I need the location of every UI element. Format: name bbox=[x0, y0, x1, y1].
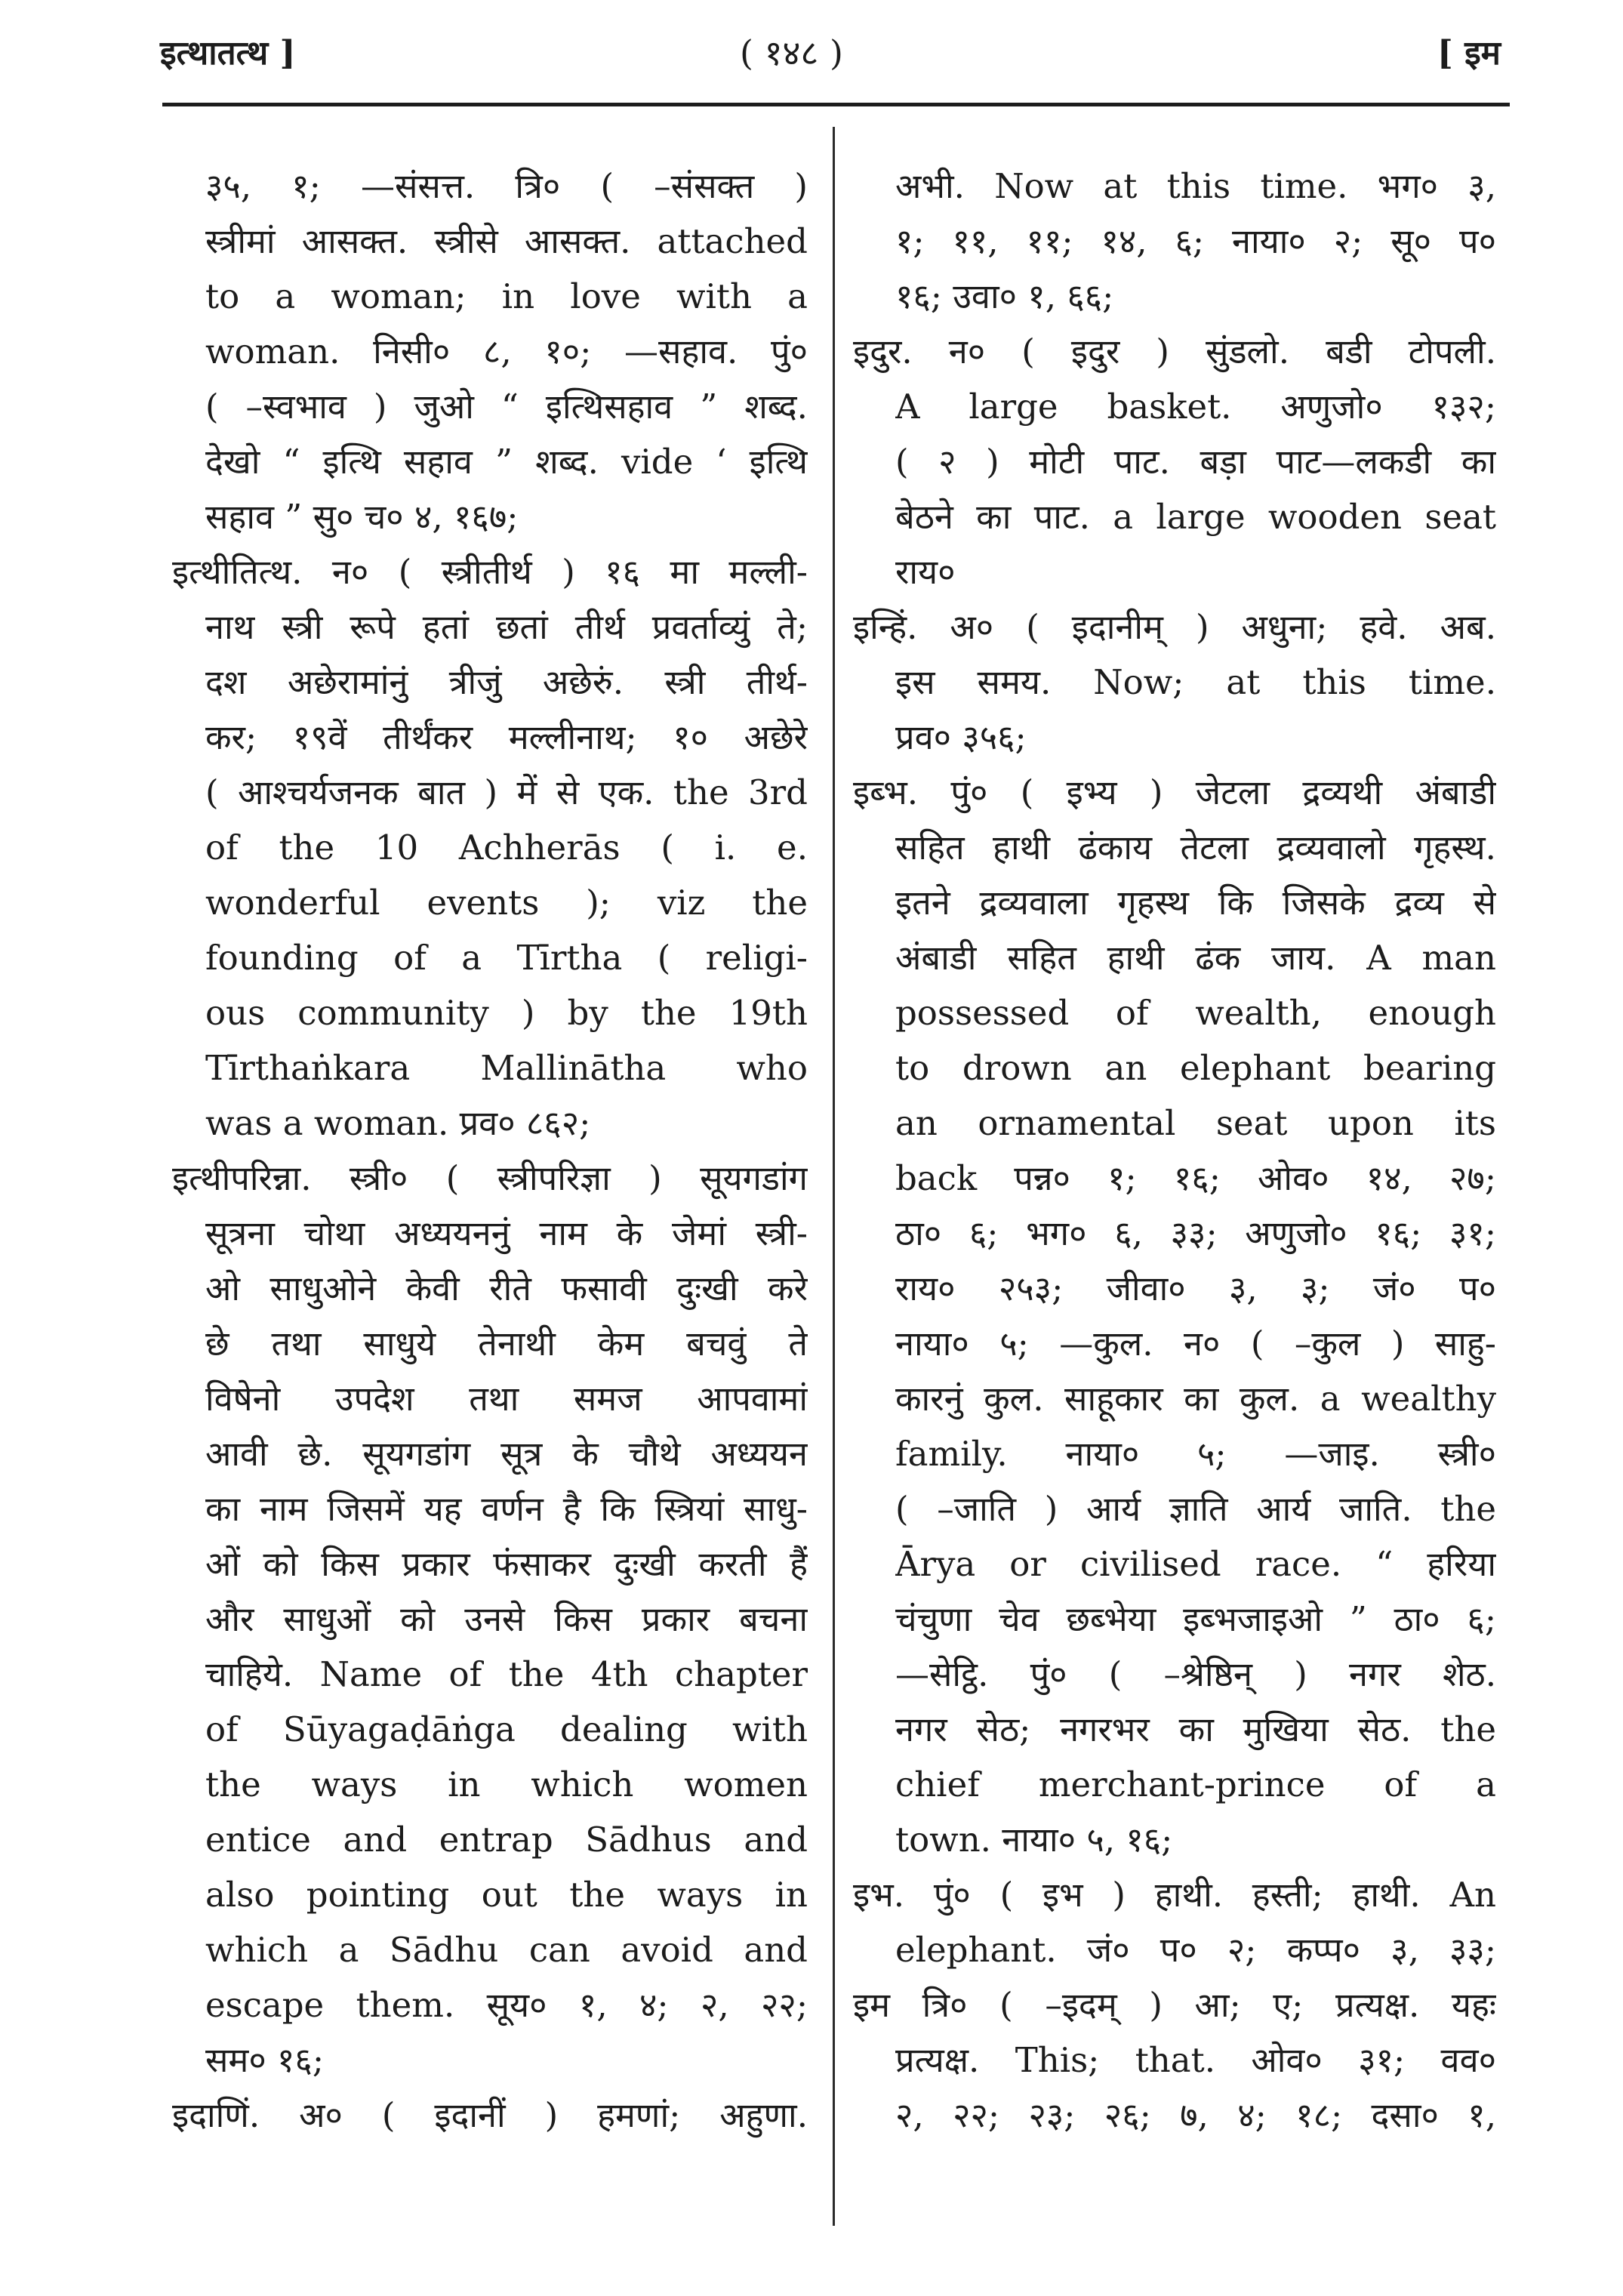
text-line: का नाम जिसमें यह वर्णन है कि स्त्रियां साधु- bbox=[205, 1489, 808, 1529]
left-column bbox=[172, 159, 808, 2143]
running-head-right: [ इम bbox=[1437, 34, 1501, 72]
text-line: २, २२; २३; २६; ७, ४; १८; दसा० १, bbox=[895, 2095, 1496, 2135]
text-line: अंबाडी सहित हाथी ढंक जाय. A man bbox=[895, 938, 1496, 978]
text-line: कर; १९वें तीर्थंकर मल्लीनाथ; १० अछेरे bbox=[205, 717, 808, 757]
column-divider bbox=[833, 127, 835, 2226]
text-line: इदुर. न० ( इदुर ) सुंडलो. बडी टोपली. bbox=[853, 331, 1496, 371]
text-line: to a woman; in love with a bbox=[205, 276, 808, 316]
header-rule bbox=[162, 103, 1510, 106]
text-line: इत्थीपरिन्ना. स्त्री० ( स्त्रीपरिज्ञा ) सूयगडांग bbox=[172, 1158, 808, 1198]
text-line: प्रव० ३५६; bbox=[895, 717, 1027, 757]
text-line: an ornamental seat upon its bbox=[895, 1103, 1496, 1143]
text-line: —सेट्ठि. पुं० ( –श्रेष्ठिन् ) नगर शेठ. bbox=[895, 1654, 1496, 1694]
text-line: सम० १६; bbox=[205, 2040, 324, 2080]
page-number: ( १४८ ) bbox=[740, 32, 843, 73]
text-line: the ways in which women bbox=[205, 1764, 808, 1804]
text-line: Tīrthaṅkara Mallinātha who bbox=[205, 1048, 808, 1088]
text-line: नाया० ५; —कुल. न० ( –कुल ) साहु- bbox=[895, 1324, 1496, 1364]
text-line: इब्भ. पुं० ( इभ्य ) जेटला द्रव्यथी अंबाडी bbox=[853, 772, 1496, 812]
running-head-left: इत्थातत्थ ] bbox=[160, 34, 296, 72]
text-line: ३५, १; —संसत्त. त्रि० ( –संसक्त ) bbox=[205, 166, 808, 206]
text-line: इत्थीतित्थ. न० ( स्त्रीतीर्थ ) १६ मा मल्ली- bbox=[172, 552, 808, 592]
text-line: ओं को किस प्रकार फंसाकर दुःखी करती हैं bbox=[205, 1544, 808, 1584]
text-line: इस समय. Now; at this time. bbox=[895, 662, 1496, 702]
text-line: चंचुणा चेव छब्भेया इब्भजाइओ ” ठा० ६; bbox=[895, 1599, 1496, 1639]
text-line: इन्हिं. अ० ( इदानीम् ) अधुना; हवे. अब. bbox=[853, 607, 1496, 647]
text-line: सूत्रना चोथा अध्ययननुं नाम के जेमां स्त्री- bbox=[205, 1213, 808, 1253]
text-line: ठा० ६; भग० ६, ३३; अणुजो० १६; ३१; bbox=[895, 1213, 1496, 1253]
text-line: आवी छे. सूयगडांग सूत्र के चौथे अध्ययन bbox=[205, 1434, 808, 1474]
text-line: of Sūyagaḍāṅga dealing with bbox=[205, 1709, 808, 1749]
text-line: to drown an elephant bearing bbox=[895, 1048, 1496, 1088]
text-line: wonderful events ); viz the bbox=[205, 883, 808, 923]
text-line: नगर सेठ; नगरभर का मुखिया सेठ. the bbox=[895, 1709, 1496, 1749]
text-line: नाथ स्त्री रूपे हतां छतां तीर्थ प्रवर्ताव्युं ते; bbox=[205, 607, 808, 647]
text-line: बेठने का पाट. a large wooden seat bbox=[895, 497, 1496, 537]
text-line: back पन्न० १; १६; ओव० १४, २७; bbox=[895, 1158, 1496, 1198]
text-line: स्त्रीमां आसक्त. स्त्रीसे आसक्त. attached bbox=[205, 221, 808, 261]
text-line: चाहिये. Name of the 4th chapter bbox=[205, 1654, 808, 1694]
text-line: राय० २५३; जीवा० ३, ३; जं० प० bbox=[895, 1268, 1496, 1308]
text-line: अभी. Now at this time. भग० ३, bbox=[895, 166, 1496, 206]
text-line: इम त्रि० ( –इदम् ) आ; ए; प्रत्यक्ष. यहः bbox=[853, 1985, 1496, 2025]
text-line: ओ साधुओने केवी रीते फसावी दुःखी करे bbox=[205, 1268, 808, 1308]
text-line: इभ. पुं० ( इभ ) हाथी. हस्ती; हाथी. An bbox=[853, 1875, 1496, 1915]
text-line: और साधुओं को उनसे किस प्रकार बचना bbox=[205, 1599, 808, 1639]
text-line: इदाणिं. अ० ( इदानीं ) हमणां; अहुणा. bbox=[172, 2095, 808, 2135]
text-line: १; ११, ११; १४, ६; नाया० २; सू० प० bbox=[895, 221, 1496, 261]
text-line: सहित हाथी ढंकाय तेटला द्रव्यवालो गृहस्थ. bbox=[895, 827, 1496, 868]
text-line: सहाव ” सु० च० ४, १६७; bbox=[205, 497, 519, 537]
text-line: ( –स्वभाव ) जुओ “ इत्थिसहाव ” शब्द. bbox=[205, 387, 808, 427]
text-line: founding of a Tīrtha ( religi- bbox=[205, 938, 808, 978]
text-line: प्रत्यक्ष. This; that. ओव० ३१; वव० bbox=[895, 2040, 1496, 2080]
text-line: ( आश्चर्यजनक बात ) में से एक. the 3rd bbox=[205, 772, 808, 812]
text-line: entice and entrap Sādhus and bbox=[205, 1820, 808, 1860]
text-line: escape them. सूय० १, ४; २, २२; bbox=[205, 1985, 808, 2025]
text-line: विषेनो उपदेश तथा समज आपवामां bbox=[205, 1379, 808, 1419]
text-line: देखो “ इत्थि सहाव ” शब्द. vide ‘ इत्थि bbox=[205, 442, 808, 482]
text-line: दश अछेरामांनुं त्रीजुं अछेरुं. स्त्री तीर्थ- bbox=[205, 662, 808, 702]
text-line: इतने द्रव्यवाला गृहस्थ कि जिसके द्रव्य से bbox=[895, 883, 1496, 923]
text-line: ous community ) by the 19th bbox=[205, 993, 808, 1033]
text-line: which a Sādhu can avoid and bbox=[205, 1930, 808, 1970]
right-column bbox=[853, 159, 1496, 2143]
text-line: Ārya or civilised race. “ हरिया bbox=[895, 1544, 1496, 1584]
text-line: राय० bbox=[895, 552, 956, 592]
text-line: ( २ ) मोटी पाट. बड़ा पाट—लकडी का bbox=[895, 442, 1496, 482]
text-line: of the 10 Achherās ( i. e. bbox=[205, 827, 808, 868]
text-line: ( –जाति ) आर्य ज्ञाति आर्य जाति. the bbox=[895, 1489, 1496, 1529]
text-line: chief merchant-prince of a bbox=[895, 1764, 1496, 1804]
text-line: छे तथा साधुये तेनाथी केम बचवुं ते bbox=[205, 1324, 808, 1364]
text-line: also pointing out the ways in bbox=[205, 1875, 808, 1915]
text-line: १६; उवा० १, ६६; bbox=[895, 276, 1114, 316]
text-line: कारनुं कुल. साहूकार का कुल. a wealthy bbox=[895, 1379, 1496, 1419]
text-line: A large basket. अणुजो० १३२; bbox=[895, 387, 1496, 427]
text-line: town. नाया० ५, १६; bbox=[895, 1820, 1173, 1860]
text-line: woman. निसी० ८, १०; —सहाव. पुं० bbox=[205, 331, 808, 371]
text-line: family. नाया० ५; —जाइ. स्त्री० bbox=[895, 1434, 1496, 1474]
text-line: possessed of wealth, enough bbox=[895, 993, 1496, 1033]
text-line: was a woman. प्रव० ८६२; bbox=[205, 1103, 591, 1143]
text-line: elephant. जं० प० २; कप्प० ३, ३३; bbox=[895, 1930, 1496, 1970]
